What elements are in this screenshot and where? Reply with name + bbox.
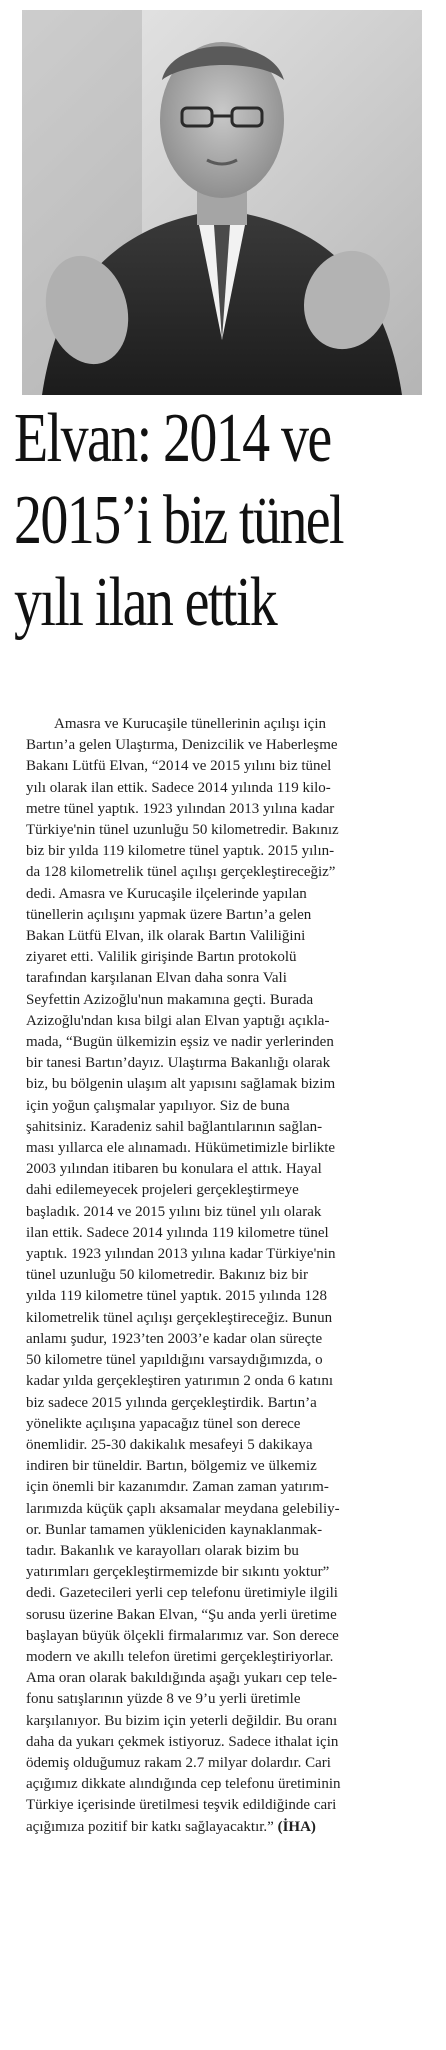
article-line: mada, “Bugün ülkemizin eşsiz ve nadir yerlerinden bbox=[26, 1034, 334, 1051]
article-line: yaptık. 1923 yılından 2013 yılına kadar Türkiye'nin bbox=[26, 1246, 336, 1263]
article-line: daha da yukarı çekmek istiyoruz. Sadece ithalat için bbox=[26, 1733, 339, 1750]
article-line: ödemiş olduğumuz rakam 2.7 milyar dolardır. Cari bbox=[26, 1754, 331, 1771]
article-line: yönelikte açılışına yapacağız tünel son derece bbox=[26, 1415, 301, 1432]
article-line: Ama oran olarak bakıldığında aşağı yukarı cep tele- bbox=[26, 1670, 338, 1687]
article-line: Azizoğlu'ndan kısa bilgi alan Elvan yaptığı açıkla- bbox=[26, 1012, 330, 1029]
article-line: yılı olarak ilan ettik. Sadece 2014 yılında 119 kilo- bbox=[26, 779, 331, 796]
article-line: larımızda küçük çaplı aksamalar meydana gelebiliy- bbox=[26, 1500, 340, 1517]
article-line: anlamı şudur, 1923’ten 2003’e kadar olan süreçte bbox=[26, 1330, 323, 1347]
article-line: için yoğun çalışmalar yapılıyor. Siz de buna bbox=[26, 1097, 290, 1114]
article-line: yatırımları gerçekleştirmemizde bir sıkıntı yoktur” bbox=[26, 1564, 330, 1581]
article-line: ması yıllarca ele alınamadı. Hükümetimizle birlikte bbox=[26, 1140, 336, 1157]
article-line: kilometrelik tünel açılışı gerçekleştireceğiz. Bunun bbox=[26, 1309, 333, 1326]
article-line: Bakan Lütfü Elvan, ilk olarak Bartın Valiliğini bbox=[26, 928, 306, 945]
headline-line-1: Elvan: 2014 ve bbox=[14, 400, 331, 477]
article-line: dahi edilemeyecek projeleri gerçekleştirmeye bbox=[26, 1182, 299, 1199]
article-line: sorusu üzerine Bakan Elvan, “Şu anda yerli üretime bbox=[26, 1606, 337, 1623]
article-line: dedi. Amasra ve Kurucaşile ilçelerinde yapılan bbox=[26, 885, 307, 902]
article-line: biz sadece 2015 yılında gerçekleştirdik. Bartın’a bbox=[26, 1394, 317, 1411]
article-line: yılda 119 kilometre tünel yaptık. 2015 yılında 128 bbox=[26, 1288, 328, 1305]
article-line: Türkiye içerisinde üretilmesi teşvik edildiğinde cari bbox=[26, 1797, 337, 1814]
headline-line-3: yılı ilan ettik bbox=[14, 564, 277, 641]
headline bbox=[14, 398, 355, 644]
article-line: tünel uzunluğu 50 kilometredir. Bakınız biz bir bbox=[26, 1267, 309, 1284]
article-line: Türkiye'nin tünel uzunluğu 50 kilometredir. Bakınız bbox=[26, 822, 339, 839]
article-line: modern ve akıllı telefon üretimi gerçekleştiriyorlar. bbox=[26, 1648, 334, 1665]
article-line: or. Bunlar tamamen yükleniciden kaynaklanmak- bbox=[26, 1521, 323, 1538]
article-line: açığımız dikkate alındığında cep telefonu üretiminin bbox=[26, 1776, 341, 1793]
article-line: şahitsiniz. Karadeniz sahil bağlantılarının sağlan- bbox=[26, 1118, 323, 1135]
article-line: ziyaret etti. Valilik girişinde Bartın protokolü bbox=[26, 949, 297, 966]
article-line: önemlidir. 25-30 dakikalık mesafeyi 5 dakikaya bbox=[26, 1436, 313, 1453]
article-line: başlayan büyük ölçekli firmalarımız var. Son derece bbox=[26, 1627, 339, 1644]
article-line: Amasra ve Kurucaşile tünellerinin açılışı için bbox=[54, 716, 326, 732]
article-line: tadır. Bakanlık ve karayolları olarak bizim bu bbox=[26, 1542, 299, 1559]
article-line: karşılanıyor. Bu bizim için yeterli değildir. Bu oranı bbox=[26, 1712, 338, 1729]
article-line: tünellerin açılışını yapmak üzere Bartın’a gelen bbox=[26, 906, 312, 923]
article-line: 2003 yılından itibaren bu konulara el attık. Hayal bbox=[26, 1161, 322, 1178]
article-line: dedi. Gazetecileri yerli cep telefonu üretimiyle ilgili bbox=[26, 1585, 338, 1602]
article-line: kadar yılda gerçekleştiren yatırımın 2 onda 6 katını bbox=[26, 1373, 333, 1390]
article-line: tarafından karşılanan Elvan daha sonra Vali bbox=[26, 970, 287, 987]
article-line: ilan ettik. Sadece 2014 yılında 119 kilometre tünel bbox=[26, 1224, 329, 1241]
article-line: da 128 kilometrelik tünel açılışı gerçekleştireceğiz” bbox=[26, 864, 336, 881]
portrait-photo-icon bbox=[22, 10, 422, 395]
article-line: indiren bir tüneldir. Bartın, bölgemiz ve ülkemiz bbox=[26, 1458, 317, 1475]
article-line: Seyfettin Azizoğlu'nun makamına geçti. Burada bbox=[26, 991, 314, 1008]
article-line: Bakanı Lütfü Elvan, “2014 ve 2015 yılını biz tünel bbox=[26, 758, 332, 775]
article-photo bbox=[22, 10, 422, 395]
article-line: biz bir yılda 119 kilometre tünel yaptık. 2015 yılın- bbox=[26, 843, 335, 860]
agency-credit: (İHA) bbox=[277, 1818, 316, 1835]
article-line: Bartın’a gelen Ulaştırma, Denizcilik ve Haberleşme bbox=[26, 737, 338, 754]
article-line: metre tünel yaptık. 1923 yılından 2013 yılına kadar bbox=[26, 800, 335, 817]
headline-line-2: 2015’i biz tünel bbox=[14, 482, 343, 559]
article-line: fonu satışlarının yüzde 8 ve 9’u yerli üretimle bbox=[26, 1691, 301, 1708]
article-last-line bbox=[26, 1817, 420, 1838]
article-line: açığımıza pozitif bir katkı sağlayacaktır.” bbox=[26, 1818, 274, 1835]
article-line: bir tanesi Bartın’dayız. Ulaştırma Bakanlığı olarak bbox=[26, 1055, 331, 1072]
article-body bbox=[26, 714, 420, 1838]
article-line: için önemli bir kazanımdır. Zaman zaman yatırım- bbox=[26, 1479, 329, 1496]
article-line: 50 kilometre tünel yapıldığını varsaydığımızda, o bbox=[26, 1352, 323, 1369]
article-line: başladık. 2014 ve 2015 yılını biz tünel yılı olarak bbox=[26, 1203, 322, 1220]
article-line: biz, bu bölgenin ulaşım alt yapısını sağlamak bizim bbox=[26, 1076, 336, 1093]
